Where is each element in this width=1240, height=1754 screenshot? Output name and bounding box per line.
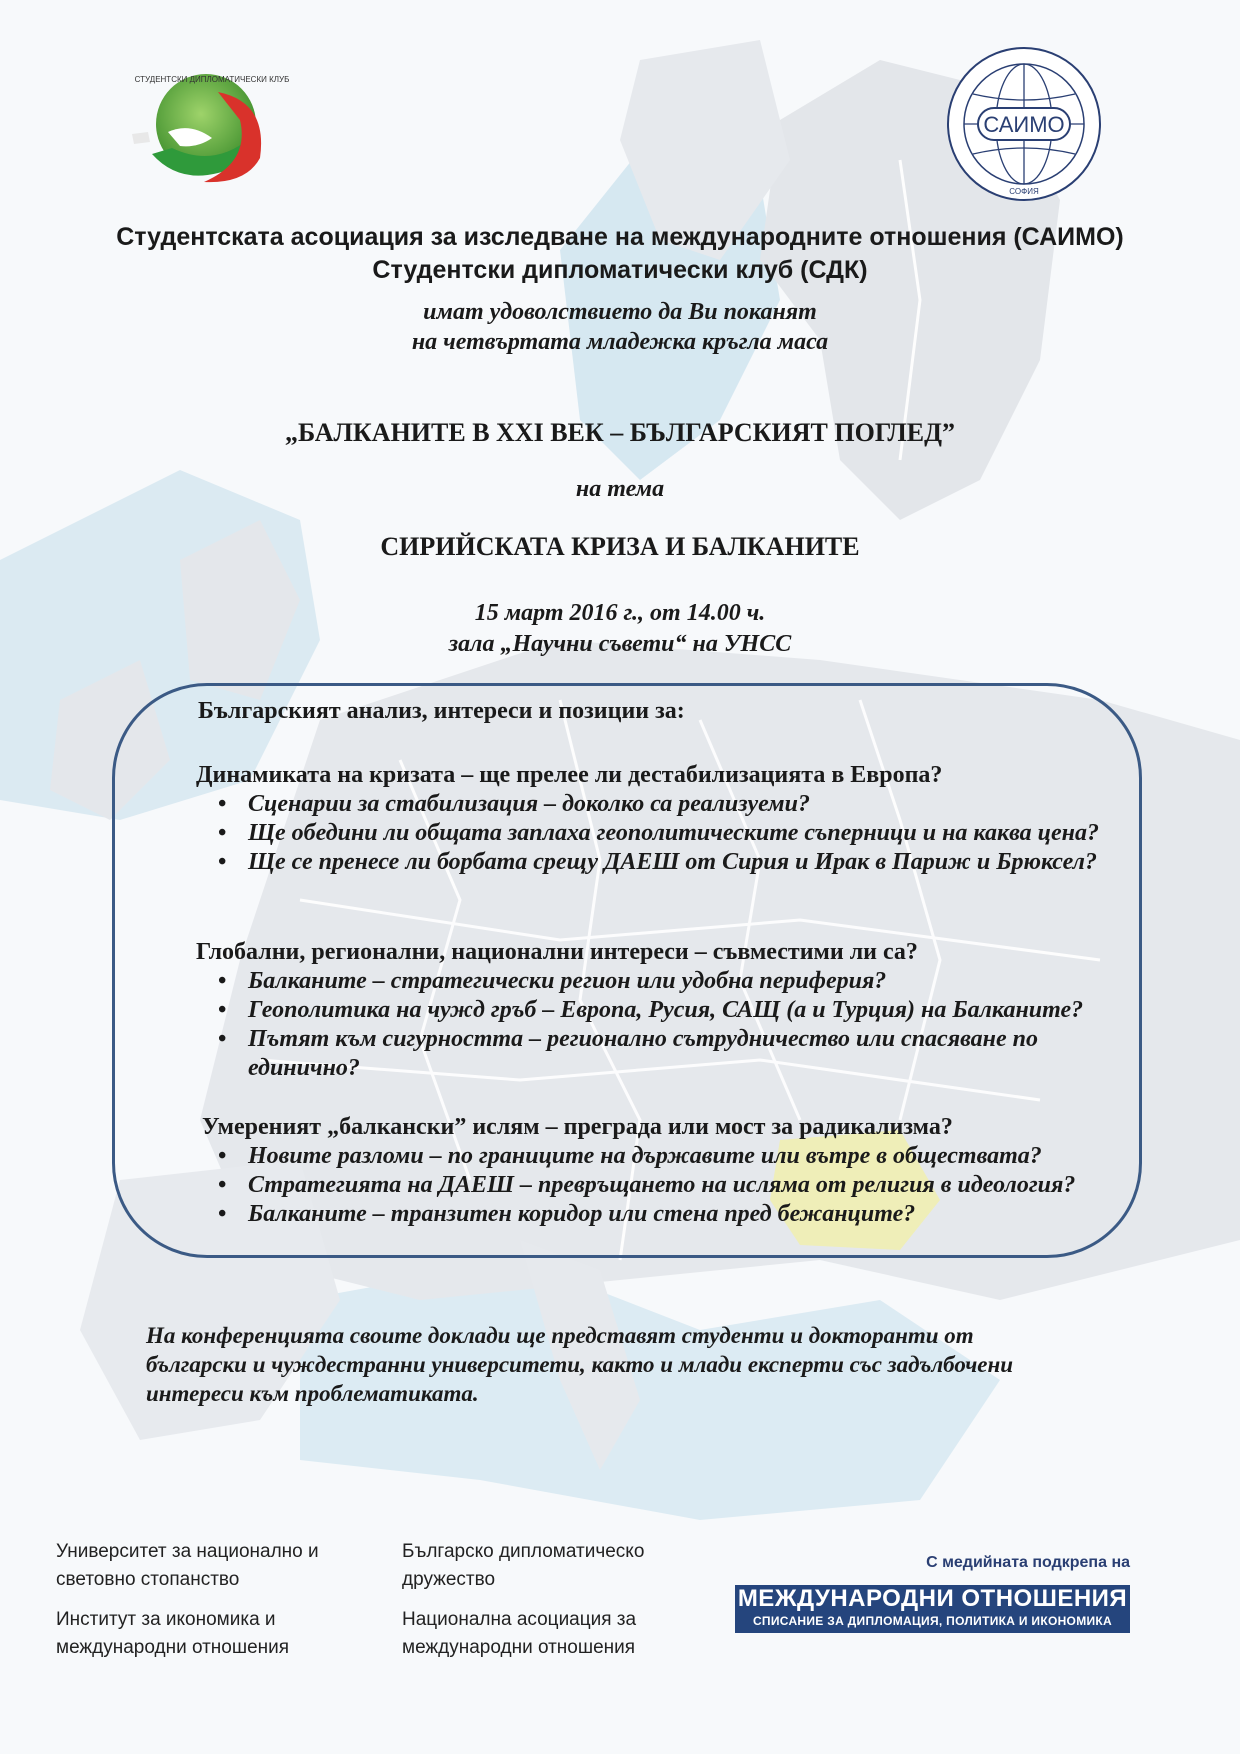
org-line-1: Студентската асоциация за изследване на международните отношения (САИМО)	[116, 223, 1124, 251]
agenda-item-text: Пътят към сигурността – регионално сътрудничество или спасяване по единично?	[248, 1026, 1038, 1081]
bullet-icon: •	[218, 1026, 227, 1052]
saimo-logo-city: СОФИЯ	[1009, 187, 1039, 196]
agenda-item-text: Новите разломи – по границите на държавите или вътре в обществата?	[248, 1143, 1042, 1169]
agenda-item-text: Балканите – транзитен коридор или стена пред бежанците?	[248, 1201, 916, 1227]
bullet-icon: •	[218, 791, 227, 817]
agenda-section-1	[196, 761, 1116, 877]
partner-bdd: Българско дипломатическо дружество	[402, 1541, 645, 1590]
partner-namo: Национална асоциация за международни отношения	[402, 1609, 637, 1658]
bullet-icon: •	[218, 849, 227, 875]
agenda-item	[196, 1025, 1116, 1083]
agenda-bullet-list	[196, 1142, 1122, 1229]
sdk-logo-text: СТУДЕНТСКИ ДИПЛОМАТИЧЕСКИ КЛУБ	[134, 75, 290, 84]
sdk-logo	[128, 62, 290, 192]
bullet-icon: •	[218, 997, 227, 1023]
agenda-section-heading: Глобални, регионални, национални интереси – съвместими ли са?	[196, 939, 918, 965]
saimo-logo	[945, 44, 1103, 206]
agenda-item	[196, 1200, 1122, 1229]
agenda-item-text: Ще се пренесе ли борбата срещу ДАЕШ от Сирия и Ирак в Париж и Брюксел?	[248, 849, 1097, 875]
agenda-section-heading: Динамиката на кризата – ще прелее ли дестабилизацията в Европа?	[196, 762, 943, 788]
agenda-item	[196, 1142, 1122, 1171]
org-line-2: Студентски дипломатически клуб (СДК)	[372, 256, 868, 284]
partner-iier: Институт за икономика и международни отношения	[56, 1609, 290, 1658]
bullet-icon: •	[218, 968, 227, 994]
agenda-item	[196, 819, 1116, 848]
bullet-icon: •	[218, 1172, 227, 1198]
agenda-item-text: Ще обедини ли общата заплаха геополитическите съперници и на каква цена?	[248, 820, 1100, 846]
event-topic: СИРИЙСКАТА КРИЗА И БАЛКАНИТЕ	[380, 532, 860, 561]
media-support-label: С медийната подкрепа на	[926, 1554, 1130, 1571]
topic-label: на тема	[575, 476, 665, 502]
event-title: „БАЛКАНИТЕ В XXI ВЕК – БЪЛГАРСКИЯТ ПОГЛЕД”	[284, 418, 956, 447]
agenda-item-text: Сценарии за стабилизация – доколко са реализуеми?	[248, 791, 810, 817]
agenda-item	[196, 967, 1116, 996]
agenda-section-2	[196, 938, 1116, 1083]
media-partner-subtitle: СПИСАНИЕ ЗА ДИПЛОМАЦИЯ, ПОЛИТИКА И ИКОНОМИКА	[752, 1614, 1113, 1628]
bullet-icon: •	[218, 1143, 227, 1169]
event-date: 15 март 2016 г., от 14.00 ч.	[474, 600, 766, 626]
agenda-item-text: Геополитика на чужд гръб – Европа, Русия, САЩ (а и Турция) на Балканите?	[248, 997, 1084, 1023]
agenda-bullet-list	[196, 967, 1116, 1083]
agenda-section-heading: Умереният „балкански” ислям – преграда или мост за радикализма?	[202, 1114, 953, 1140]
agenda-item	[196, 848, 1116, 877]
event-venue: зала „Научни съвети“ на УНСС	[448, 631, 792, 657]
bullet-icon: •	[218, 820, 227, 846]
invite-line-1: имат удоволствието да Ви поканят	[423, 299, 817, 325]
saimo-logo-text: САИМО	[983, 112, 1065, 137]
partner-unss: Университет за национално и световно стопанство	[56, 1541, 319, 1590]
agenda-intro	[198, 697, 1098, 726]
agenda-bullet-list	[196, 790, 1116, 877]
agenda-item	[196, 1171, 1122, 1200]
agenda-item-text: Балканите – стратегически регион или удобна периферия?	[248, 968, 887, 994]
agenda-intro-text: Българският анализ, интереси и позиции за:	[198, 698, 685, 724]
invite-line-2: на четвъртата младежка кръгла маса	[411, 329, 829, 355]
agenda-section-3	[202, 1113, 1122, 1229]
media-partner-banner	[735, 1585, 1130, 1633]
media-partner-title: МЕЖДУНАРОДНИ ОТНОШЕНИЯ	[737, 1585, 1128, 1612]
agenda-item	[196, 996, 1116, 1025]
agenda-item-text: Стратегията на ДАЕШ – превръщането на исляма от религия в идеология?	[248, 1172, 1076, 1198]
agenda-item	[196, 790, 1116, 819]
bullet-icon: •	[218, 1201, 227, 1227]
conference-note: На конференцията своите доклади ще представят студенти и докторанти от български и чуждестранни университети, както и млади експерти със задълбочени интереси към проблематиката.	[146, 1323, 1014, 1406]
